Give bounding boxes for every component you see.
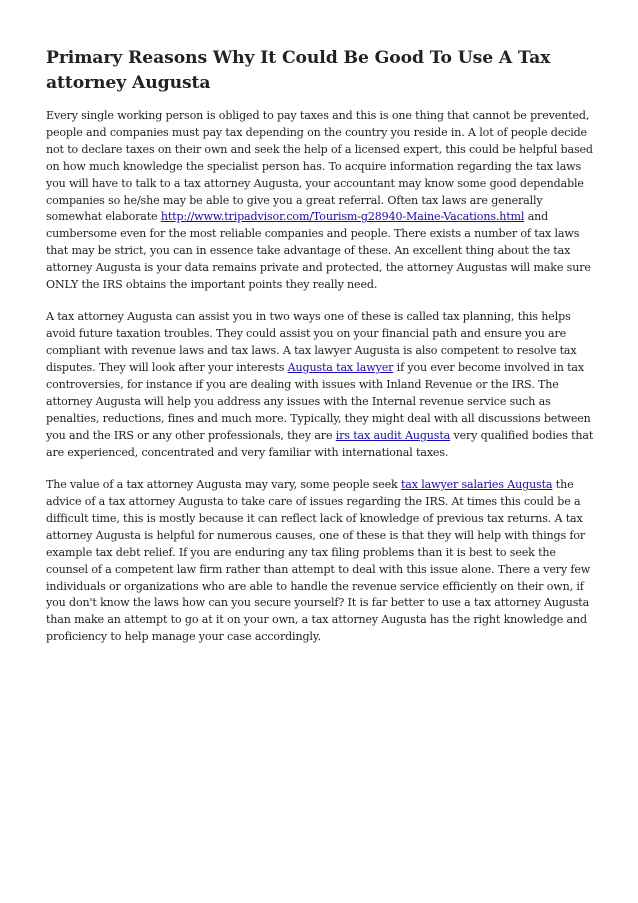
- paragraph-3: [46, 477, 594, 646]
- augusta-tax-lawyer-link[interactable]: Augusta tax lawyer: [287, 361, 394, 375]
- irs-tax-audit-link[interactable]: irs tax audit Augusta: [335, 428, 451, 442]
- paragraph-2-text-a: A tax attorney Augusta can assist you in two ways one of these is called tax planning, this helps avoid future taxation troubles. They could assist you on your financial path and ensure you are compliant with revenue laws and tax laws. A tax lawyer Augusta is also competent to resolve tax disputes. They will look after your interests: [46, 310, 577, 375]
- tax-lawyer-salaries-link[interactable]: tax lawyer salaries Augusta: [400, 478, 553, 492]
- paragraph-1-text-b: and cumbersome even for the most reliable companies and people. There exists a number of tax laws that may be strict, you can in essence take advantage of these. An excellent thing about the tax attorney Augusta is your data remains private and protected, the attorney Augustas will make sure ONLY the IRS obtains the important points they really need.: [46, 210, 591, 292]
- document-page: [46, 46, 594, 662]
- article-title: Primary Reasons Why It Could Be Good To Use A Tax attorney Augusta: [46, 48, 551, 93]
- paragraph-1-text-a: Every single working person is obliged to pay taxes and this is one thing that cannot be prevented, people and companies must pay tax depending on the country you reside in. A lot of people decide not to declare taxes on their own and seek the help of a licensed expert, this could be helpful based on how much knowledge the specialist person has. To acquire information regarding the tax laws you will have to talk to a tax attorney Augusta, your accountant may know some good dependable companies so he/she may be able to give you a great referral. Often tax laws are generally somewhat elaborate: [46, 109, 593, 224]
- paragraph-2: [46, 309, 594, 461]
- paragraph-3-text-b: the advice of a tax attorney Augusta to take care of issues regarding the IRS. At times this could be a difficult time, this is mostly because it can reflect lack of knowledge of previous tax returns. A tax attorney Augusta is helpful for numerous causes, one of these is that they will help with things for example tax debt relief. If you are enduring any tax filing problems than it is best to seek the counsel of a competent law firm rather than attempt to deal with this issue alone. There a very few individuals or organizations who are able to handle the revenue service efficiently on their own, if you don't know the laws how can you secure yourself? It is far better to use a tax attorney Augusta than make an attempt to go at it on your own, a tax attorney Augusta has the right knowledge and proficiency to help manage your case accordingly.: [46, 478, 591, 644]
- paragraph-2-text-b: if you ever become involved in tax controversies, for instance if you are dealing with issues with Inland Revenue or the IRS. The attorney Augusta will help you address any issues with the Internal revenue service such as penalties, reductions, fines and much more. Typically, they might deal with all discussions between you and the IRS or any other professionals, they are: [46, 361, 591, 442]
- paragraph-3-text-a: The value of a tax attorney Augusta may vary, some people seek: [46, 478, 401, 492]
- tripadvisor-link[interactable]: http://www.tripadvisor.com/Tourism-g28940-Maine-Vacations.html: [160, 210, 525, 224]
- paragraph-1: [46, 108, 594, 294]
- paragraph-2-text-c: very qualified bodies that are experienced, concentrated and very familiar with international taxes.: [46, 428, 594, 459]
